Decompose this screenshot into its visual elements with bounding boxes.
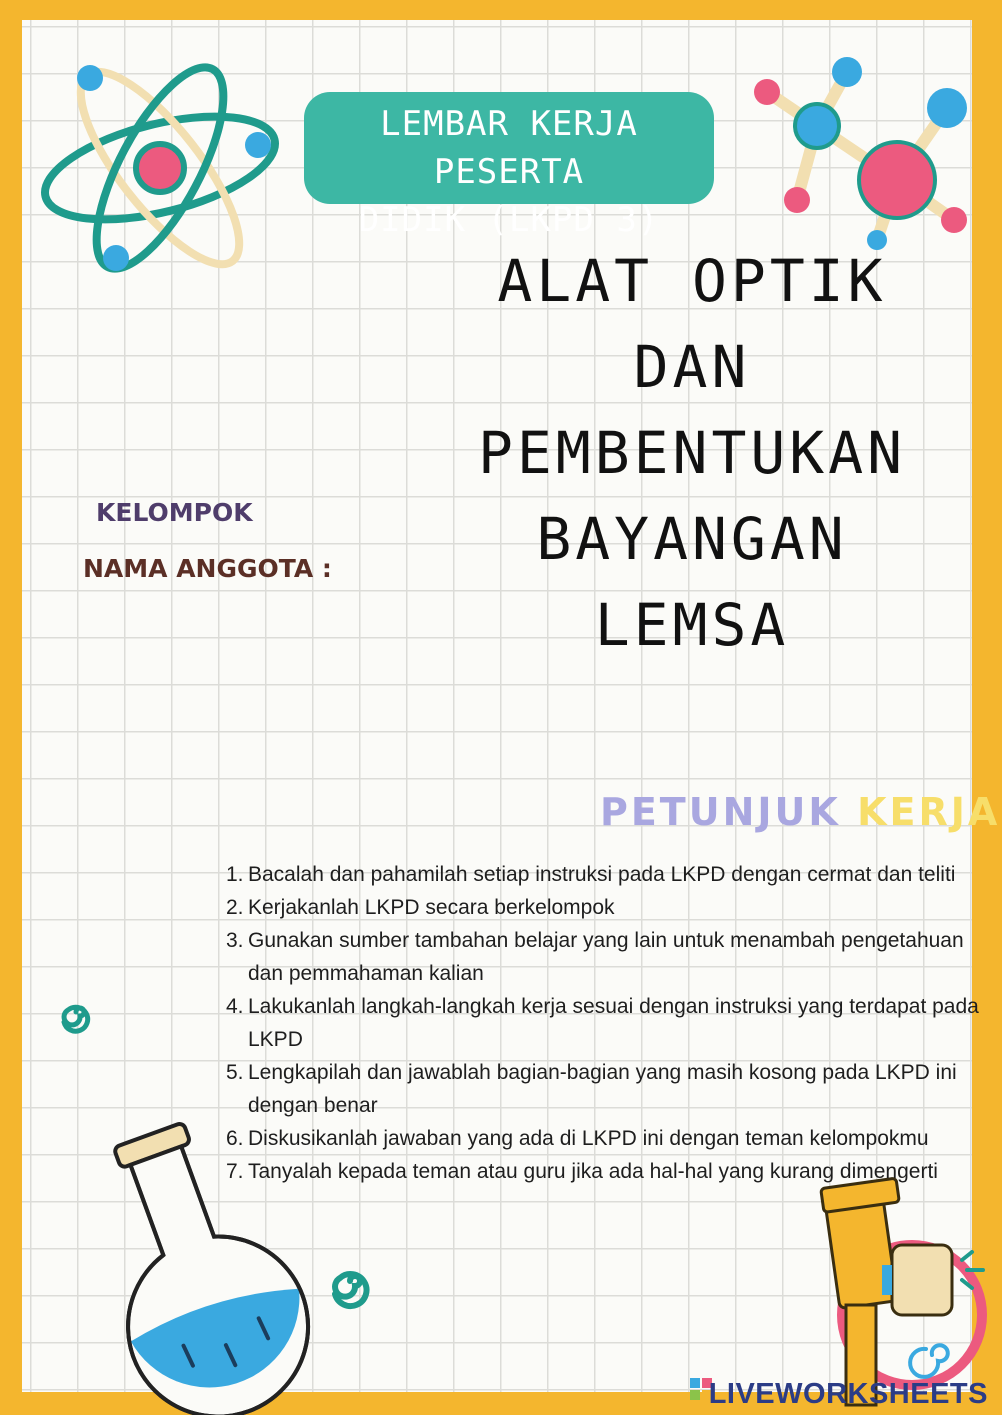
badge-line-2: DIDIK (LKPD 3) — [358, 200, 660, 240]
list-item: 6. Diskusikanlah jawaban yang ada di LKPD ini dengan teman kelompokmu — [226, 1127, 929, 1150]
instructions-heading-part-1: PETUNJUK — [600, 790, 841, 834]
title-line-3: BAYANGAN LEMSA — [536, 505, 848, 659]
molecule-icon — [762, 50, 982, 260]
worksheet-page — [22, 20, 1001, 1392]
list-item: 5. Lengkapilah dan jawablah bagian-bagian yang masih kosong pada LKPD ini dengan benar — [226, 1061, 957, 1117]
list-item: 2. Kerjakanlah LKPD secara berkelompok — [226, 896, 615, 919]
liveworksheets-watermark[interactable]: LIVEWORKSHEETS — [708, 1378, 988, 1410]
instructions-heading — [600, 790, 1000, 834]
instructions-list — [222, 858, 1002, 1188]
list-item: 4. Lakukanlah langkah-langkah kerja sesuai dengan instruksi yang terdapat pada LKPD — [226, 995, 979, 1051]
worksheet-badge — [304, 92, 714, 240]
title-line-2: PEMBENTUKAN — [477, 419, 907, 487]
members-label: NAMA ANGGOTA : — [83, 554, 332, 583]
swirl-icon — [54, 992, 98, 1032]
list-item: 1. Bacalah dan pahamilah setiap instruksi pada LKPD dengan cermat dan teliti — [226, 863, 956, 886]
group-label: KELOMPOK — [96, 498, 253, 527]
title-line-1: ALAT OPTIK DAN — [497, 247, 887, 401]
badge-line-1: LEMBAR KERJA PESERTA — [380, 104, 638, 192]
list-item: 7. Tanyalah kepada teman atau guru jika ada hal-hal yang kurang dimengerti — [226, 1160, 938, 1183]
microscope-icon — [762, 1175, 982, 1405]
instructions-heading-part-2: KERJA — [857, 790, 1001, 834]
page-title — [422, 238, 962, 668]
atom-icon — [32, 50, 292, 290]
list-item: 3. Gunakan sumber tambahan belajar yang lain untuk menambah pengetahuan dan pemmahaman kalian — [226, 929, 964, 985]
